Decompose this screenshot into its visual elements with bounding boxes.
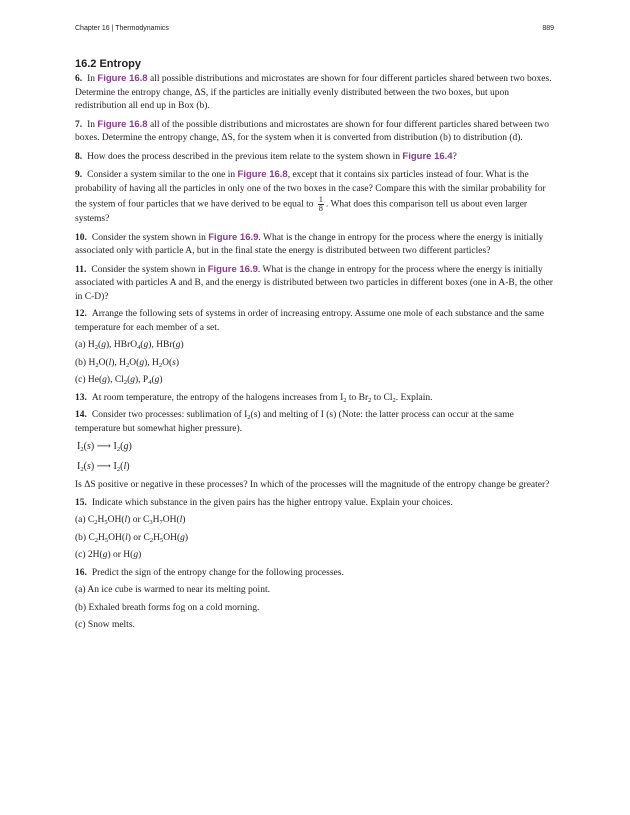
question-15-part-c: (c) 2H(g) or H(g) [75, 550, 142, 560]
question-number: 16. [75, 567, 87, 578]
question-number: 12. [75, 309, 87, 319]
question-15-part-b: (b) $C_2H_5OH(l)$ or $C_2H_5OH(g)$ [75, 532, 189, 544]
figure-link-16-4[interactable]: Figure 16.4 [402, 150, 453, 162]
question-number: 6. [75, 74, 83, 84]
question-6: 6. In Figure 16.8 all possible distributions and microstates are shown for four different particles shared between two boxes. Determine the entropy change, ΔS, if the particles are initially evenly distributed between the two boxes, but upon redistribution all end up in Box (b). [75, 73, 552, 111]
question-number: 14. [75, 410, 87, 420]
question-15-part-a: (a) $C_2H_5OH(l)$ or $C_3H_7OH(l)$ [75, 515, 186, 526]
figure-link-16-9[interactable]: Figure 16.9 [208, 231, 259, 243]
question-number: 7. [75, 119, 83, 130]
question-number: 15. [75, 497, 87, 508]
question-number: 11. [75, 264, 87, 275]
question-11: 11. Consider the system shown in Figure 16.9. What is the change in entropy for the process where the energy is initially associated with particles A and B, and the energy is distributed between two particles in different boxes (one in A-B, the other in C-D)? [75, 263, 553, 302]
question-12: 12. Arrange the following sets of systems in order of increasing entropy. Assume one mole of each substance and the same temperature for each member of a set. [75, 309, 544, 333]
question-13: 13. At room temperature, the entropy of the halogens increases from $I_2$ to $Br_2$ to $Cl_2$. Explain. [75, 392, 433, 404]
question-12-part-c: (c) He(g), $Cl_2(g)$, $P_4(g)$ [75, 375, 163, 386]
figure-link-16-8[interactable]: Figure 16.8 [237, 169, 288, 180]
question-12-part-b: (b) $H_2O(l)$, $H_2O(g)$, $H_2O(s)$ [75, 357, 179, 369]
question-16-part-a: (a) An ice cube is warmed to near its melting point. [75, 585, 270, 595]
question-8: 8. How does the process described in the previous item relate to the system shown in Figure 16.4? [75, 150, 457, 162]
question-9: 9. Consider a system similar to the one in Figure 16.8, except that it contains six particles instead of four. What is the probability of having all the particles in only one of the two boxes in the case? Compare this with the similar probability for the system of four particles that we have derived to be equal to $\frac{1}{8}$ . What does this comparison tell us about even larger systems? [75, 169, 546, 224]
running-header-page-number: 889 [542, 25, 554, 32]
equation-sublimation: $I_2(s)$ ⟶ $I_2(g)$ [77, 441, 132, 453]
section-title: 16.2 Entropy [75, 58, 142, 70]
question-number: 10. [75, 232, 87, 243]
figure-link-16-8[interactable]: Figure 16.8 [97, 118, 148, 130]
running-header-chapter: Chapter 16 | Thermodynamics [75, 25, 169, 32]
question-15: 15. Indicate which substance in the given pairs has the higher entropy value. Explain your choices. [75, 497, 453, 508]
fraction: $\frac{1}{8}$ [318, 195, 323, 213]
exercise-content [75, 58, 558, 637]
question-16-part-c: (c) Snow melts. [75, 620, 135, 630]
question-7: 7. In Figure 16.8 all of the possible distributions and microstates are shown for four different particles shared between two boxes. Determine the entropy change, ΔS, for the system when it is converted from distribution (b) to distribution (d). [75, 118, 549, 143]
question-number: 9. [75, 170, 83, 180]
question-number: 13. [75, 392, 87, 403]
question-number: 8. [75, 151, 83, 162]
equation-melting: $I_2(s)$ ⟶ $I_2(l)$ [77, 460, 130, 473]
question-10: 10. Consider the system shown in Figure 16.9. What is the change in entropy for the process where the energy is initially associated only with particle A, but in the final state the energy is distributed between two different particles? [75, 231, 544, 256]
figure-link-16-8[interactable]: Figure 16.8 [97, 73, 148, 84]
figure-link-16-9[interactable]: Figure 16.9 [207, 263, 258, 275]
question-14: 14. Consider two processes: sublimation of $I_2(s)$ and melting of I (s) (Note: the latter process can occur at the same temperature but somewhat higher pressure). [75, 410, 514, 434]
question-16: 16. Predict the sign of the entropy change for the following processes. [75, 567, 344, 578]
question-12-part-a: (a) $H_2(g)$, HBrO$_4$(g), HBr(g) [75, 340, 184, 351]
question-14-followup: Is ΔS positive or negative in these processes? In which of the processes will the magnitude of the entropy change be greater? [75, 480, 550, 490]
question-16-part-b: (b) Exhaled breath forms fog on a cold morning. [75, 602, 260, 613]
